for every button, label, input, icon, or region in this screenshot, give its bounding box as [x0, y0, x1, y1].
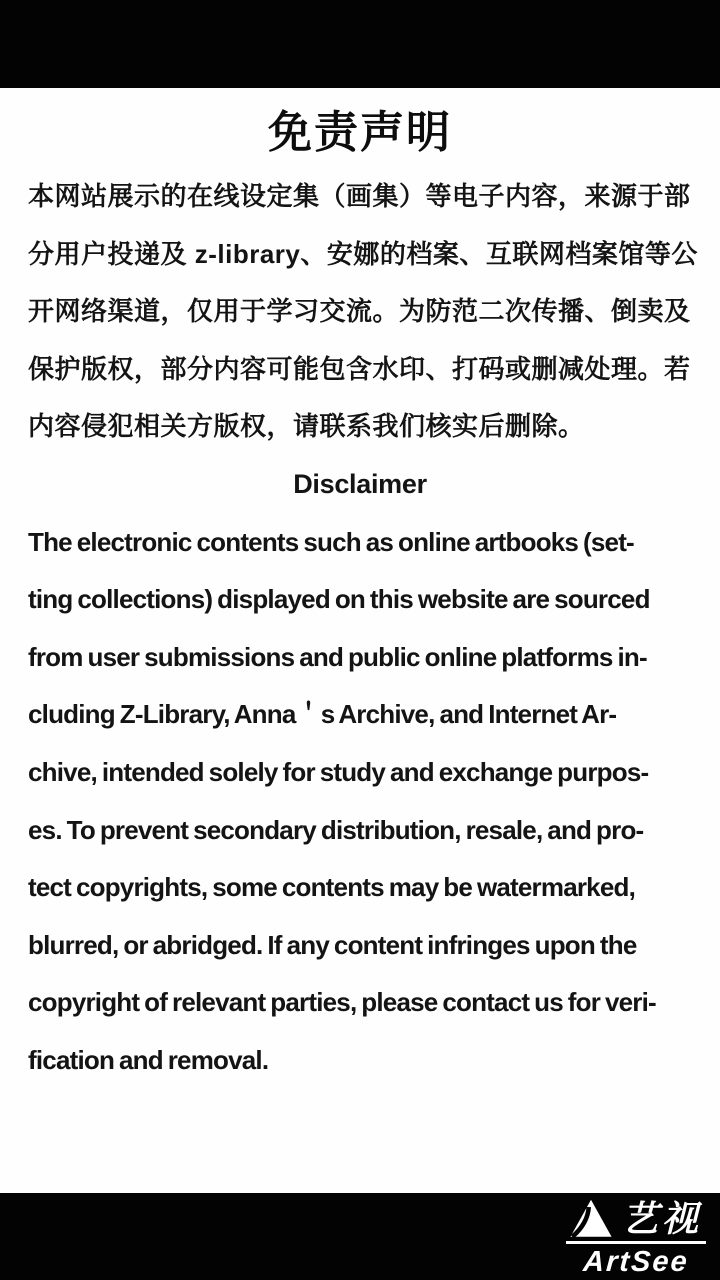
en-text-line: chive, intended solely for study and exchange purpos- — [28, 756, 649, 787]
en-text-line: fication and removal. — [28, 1044, 269, 1075]
en-text-line: ting collections) displayed on this website are sourced — [28, 584, 650, 615]
cn-text-line: 保护版权，部分内容可能包含水印、打码或删减处理。若 — [28, 353, 691, 384]
artsee-logo-row — [566, 1198, 706, 1244]
mountain-person-icon — [570, 1198, 612, 1238]
en-text-line: tect copyrights, some contents may be watermarked, — [28, 872, 635, 903]
en-text-line: copyright of relevant parties, please contact us for veri- — [28, 987, 656, 1018]
en-text-line: from user submissions and public online platforms in- — [28, 641, 647, 672]
disclaimer-body — [28, 168, 698, 1090]
en-text-line: blurred, or abridged. If any content infringes upon the — [28, 929, 637, 960]
page-title: 免责声明 — [268, 108, 452, 157]
cn-text-line: 开网络渠道，仅用于学习交流。为防范二次传播、倒卖及 — [28, 296, 691, 327]
disclaimer-content — [0, 88, 720, 1193]
en-text-line: cluding Z-Library, Anna＇s Archive, and Internet Ar- — [28, 699, 617, 730]
en-text-line: The electronic contents such as online artbooks (set- — [28, 526, 634, 557]
top-letterbox-bar — [0, 0, 720, 88]
cn-text-line: 本网站展示的在线设定集（画集）等电子内容，来源于部 — [28, 181, 691, 211]
brand-name-zh: 艺视 — [621, 1198, 702, 1239]
artsee-logo — [566, 1198, 706, 1279]
bottom-letterbox-bar — [0, 1193, 720, 1280]
en-heading: Disclaimer — [293, 468, 427, 499]
brand-name-en: ArtSee — [582, 1246, 690, 1278]
en-text-line: es. To prevent secondary distribution, resale, and pro- — [28, 814, 644, 845]
cn-text-line: 分用户投递及 z-library、安娜的档案、互联网档案馆等公 — [28, 238, 698, 269]
cn-text-line: 内容侵犯相关方版权，请联系我们核实后删除。 — [28, 411, 585, 442]
